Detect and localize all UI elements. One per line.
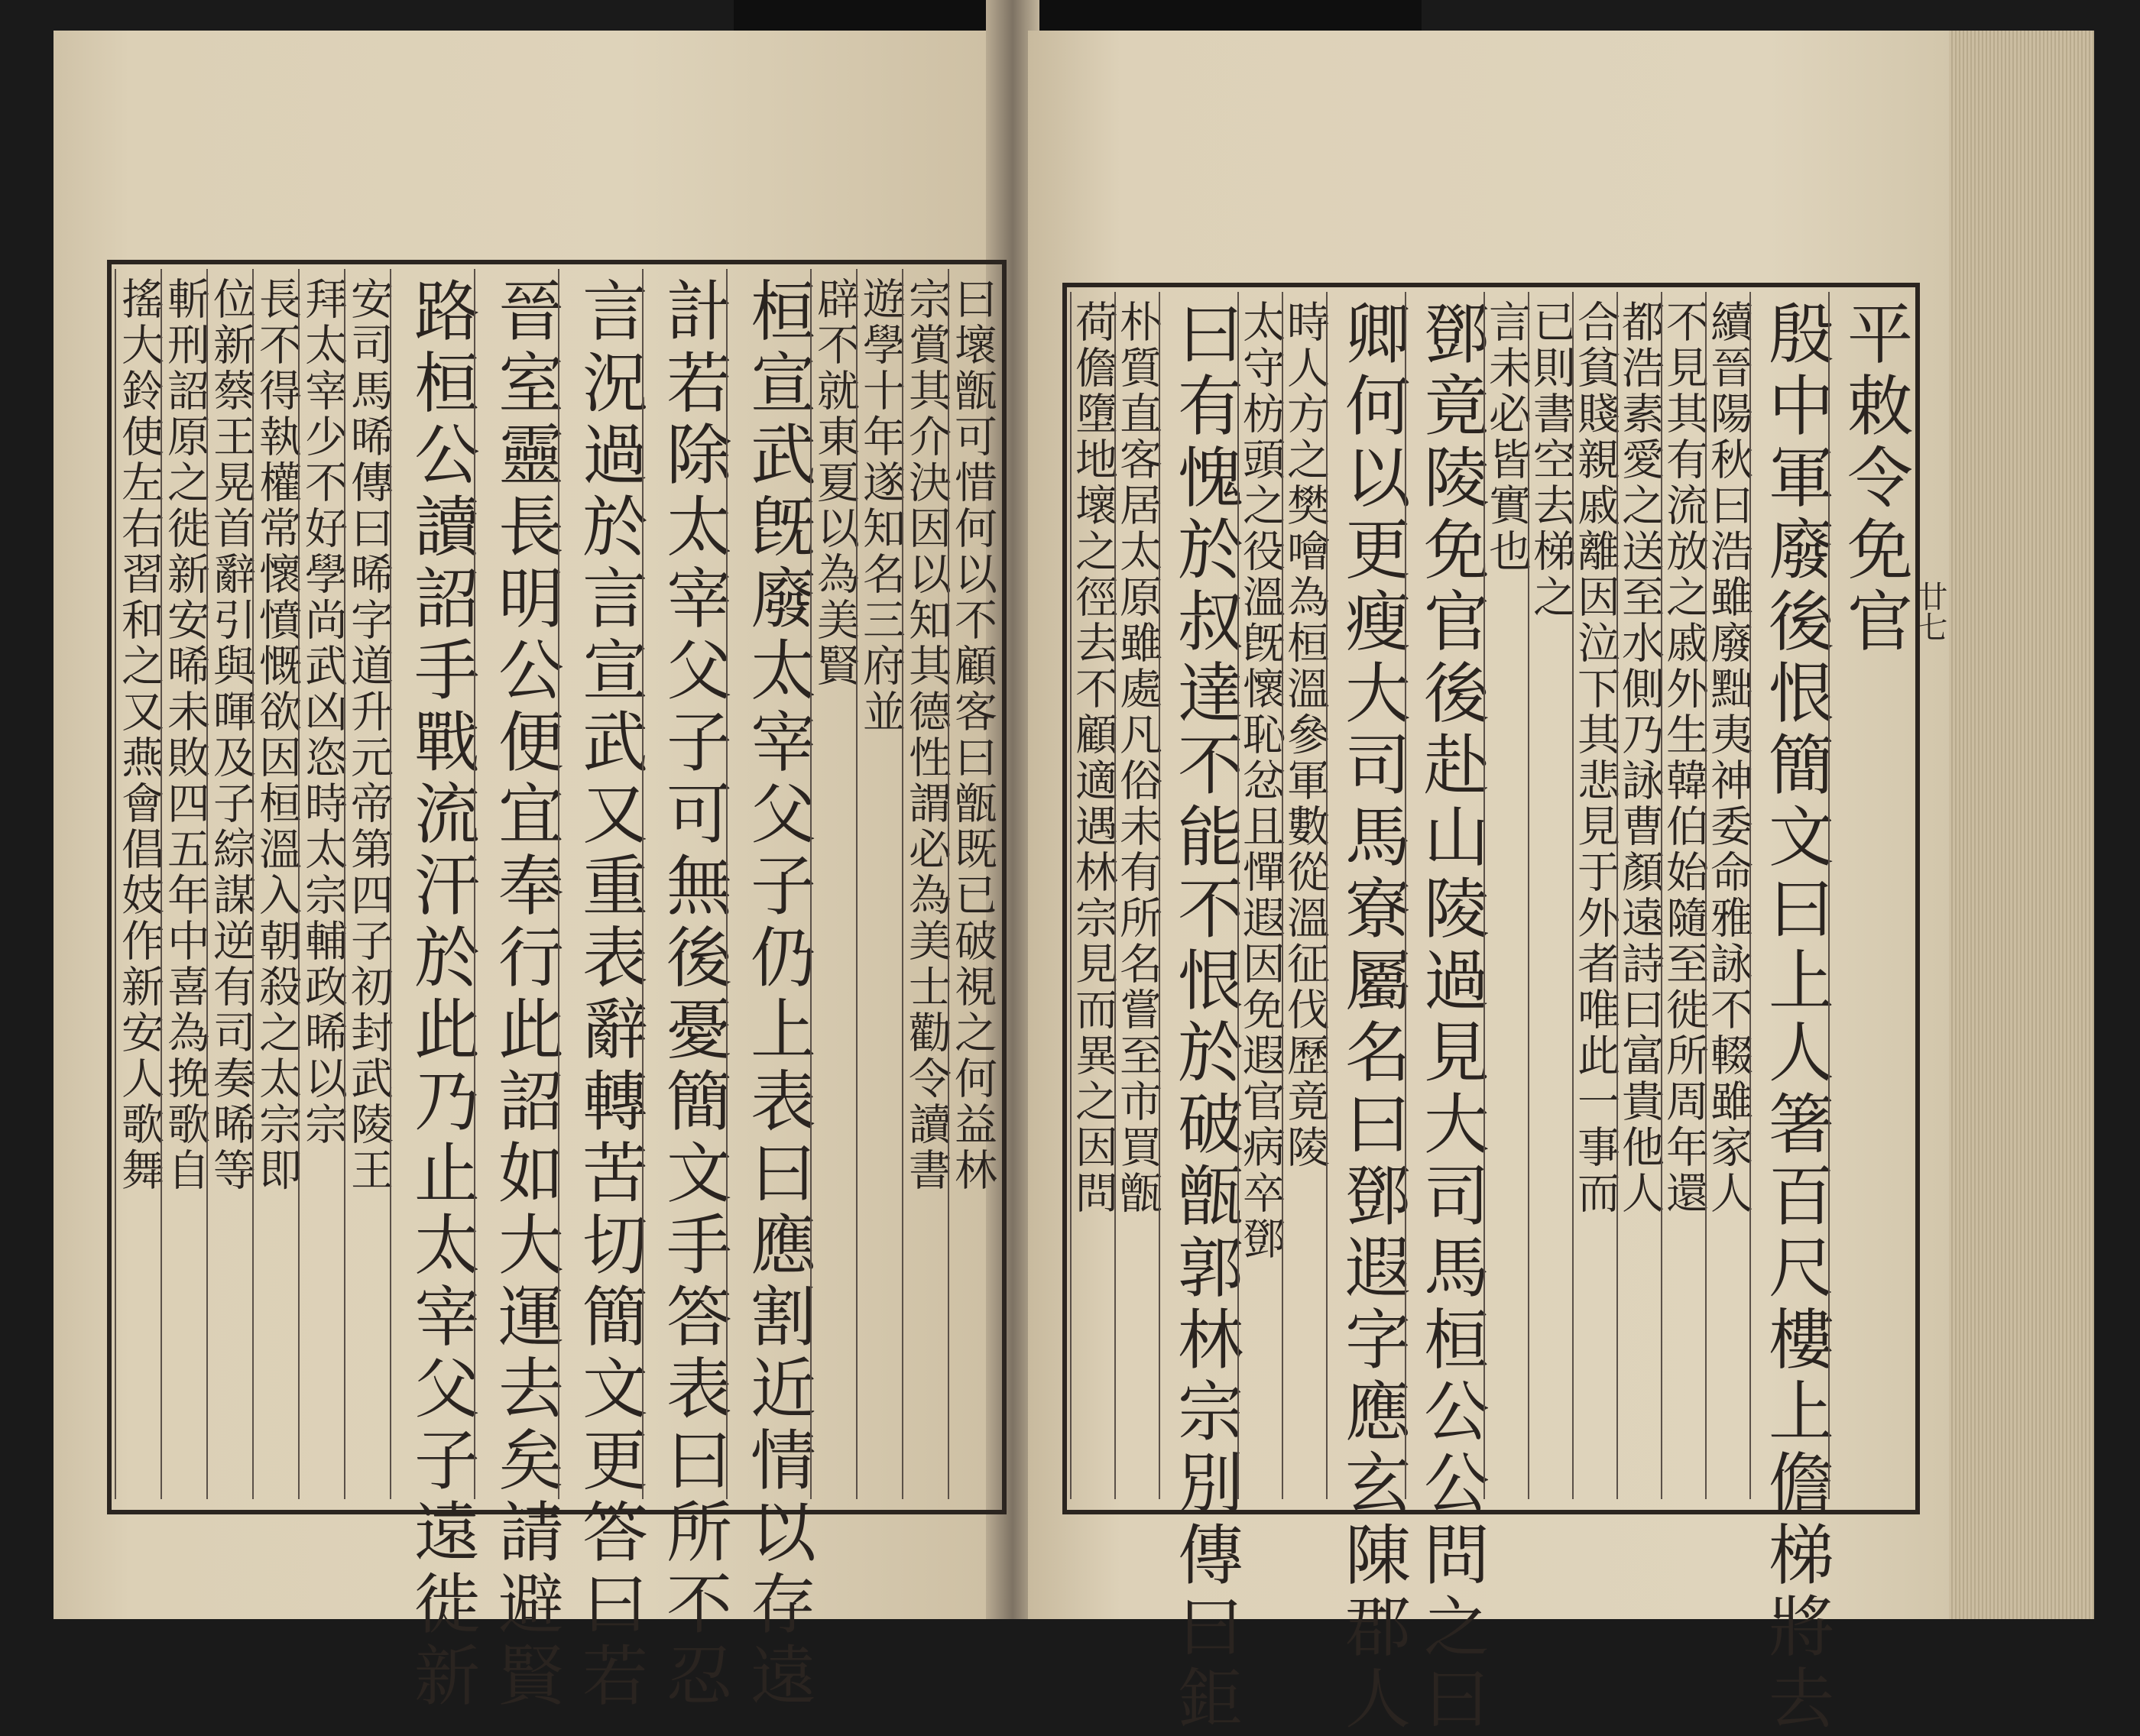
text-column: 計若除太宰父子可無後憂簡文手答表曰所不忍 <box>642 269 726 1499</box>
text-column: 搖大鈴使左右習和之又燕會倡妓作新安人歌舞 <box>115 269 160 1499</box>
text-column: 斬刑詔原之徙新安晞未敗四五年中喜為挽歌自 <box>160 269 206 1499</box>
text-column: 辟不就東夏以為美賢 <box>810 269 856 1499</box>
text-column: 晉室靈長明公便宜奉行此詔如大運去矣請避賢 <box>474 269 558 1499</box>
text-column: 宗賞其介決因以知其德性謂必為美士勸令讀書 <box>902 269 948 1499</box>
text-column: 卿何以更瘦大司馬寮屬名曰鄧遐字應玄陳郡人 <box>1326 292 1405 1499</box>
text-column: 荷儋墮地壞之徑去不顧適遇林宗見而異之因問 <box>1070 292 1114 1499</box>
text-column: 已則書空去梯之 <box>1528 292 1572 1499</box>
text-column: 曰壞甑可惜何以不顧客曰甑既已破視之何益林 <box>948 269 994 1499</box>
text-column: 位新蔡王晃首辭引與暉及子綜謀逆有司奏晞等 <box>206 269 252 1499</box>
text-column: 不見其有流放之戚外生韓伯始隨至徙所周年還 <box>1661 292 1705 1499</box>
text-column: 鄧竟陵免官後赴山陵過見大司馬桓公公問之曰 <box>1405 292 1483 1499</box>
text-column: 言未必皆實也 <box>1483 292 1528 1499</box>
text-column: 遊學十年遂知名三府並 <box>856 269 902 1499</box>
text-column: 言況過於言宣武又重表辭轉苦切簡文更答曰若 <box>558 269 642 1499</box>
text-column: 安司馬晞傳曰晞字道升元帝第四子初封武陵王 <box>344 269 390 1499</box>
text-column: 合貧賤親戚離因泣下其悲見于外者唯此一事而 <box>1572 292 1616 1499</box>
text-column: 平敕令免官 <box>1828 292 1907 1499</box>
text-column: 長不得執權常懷憤慨欲因桓溫入朝殺之太宗即 <box>252 269 298 1499</box>
text-column: 殷中軍廢後恨簡文曰上人箸百尺樓上儋梯將去 <box>1749 292 1828 1499</box>
text-column: 桓宣武旣廢太宰父子仍上表曰應割近情以存遠 <box>726 269 810 1499</box>
text-column: 續晉陽秋曰浩雖廢黜夷神委命雅詠不輟雖家人 <box>1705 292 1749 1499</box>
background-shadow <box>734 0 1422 31</box>
left-text-columns <box>115 269 997 1713</box>
right-text-columns <box>1068 292 1912 1736</box>
page-fore-edge <box>1949 31 2094 1619</box>
folio-number: 廿七 <box>1912 581 1947 642</box>
text-column: 太守枋頭之役溫旣懷恥忿且憚遐因免遐官病卒鄧 <box>1237 292 1282 1499</box>
text-column: 路桓公讀詔手戰流汗於此乃止太宰父子遠徙新 <box>390 269 474 1499</box>
text-column: 都浩素愛之送至水側乃詠曹顏遠詩曰富貴他人 <box>1616 292 1661 1499</box>
text-column: 曰有愧於叔達不能不恨於破甑郭林宗別傳曰鉅 <box>1159 292 1237 1499</box>
text-column: 朴質直客居太原雖處凡俗未有所名嘗至市買甑 <box>1114 292 1159 1499</box>
text-column: 拜太宰少不好學尚武凶恣時太宗輔政晞以宗 <box>298 269 344 1499</box>
text-column: 時人方之樊噲為桓溫參軍數從溫征伐歷竟陵 <box>1282 292 1326 1499</box>
